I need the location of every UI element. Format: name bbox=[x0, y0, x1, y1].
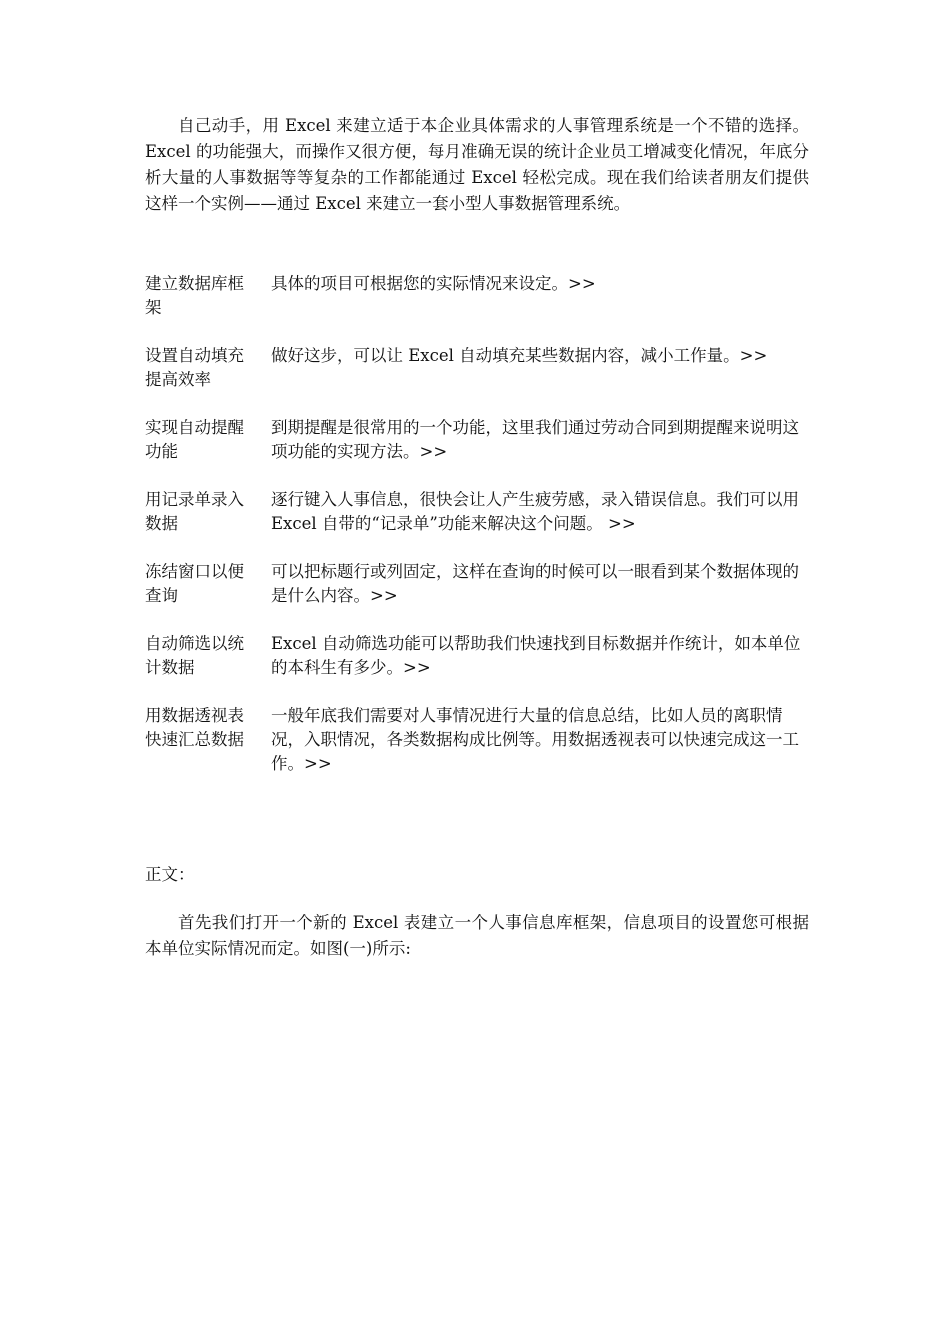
topic-summary: Excel 自动筛选功能可以帮助我们快速找到目标数据并作统计，如本单位的本科生有多少。 bbox=[271, 634, 801, 677]
topic-description bbox=[271, 344, 809, 392]
more-link[interactable]: >> bbox=[304, 754, 332, 773]
topic-summary: 逐行键入人事信息，很快会让人产生疲劳感，录入错误信息。我们可以用 Excel 自带的“记录单”功能来解决这个问题。 bbox=[271, 490, 799, 533]
topic-summary: 具体的项目可根据您的实际情况来设定。 bbox=[271, 274, 568, 293]
topic-description bbox=[271, 272, 809, 320]
body-paragraph: 首先我们打开一个新的 Excel 表建立一个人事信息库框架，信息项目的设置您可根据本单位实际情况而定。如图(一)所示: bbox=[145, 913, 809, 958]
topic-title: 用记录单录入数据 bbox=[145, 490, 244, 533]
more-link[interactable]: >> bbox=[602, 514, 636, 533]
topic-summary: 可以把标题行或列固定，这样在查询的时候可以一眼看到某个数据体现的是什么内容。 bbox=[271, 562, 799, 605]
topic-description bbox=[271, 416, 809, 464]
more-link[interactable]: >> bbox=[370, 586, 398, 605]
topic-title: 冻结窗口以便查询 bbox=[145, 562, 244, 605]
topic-row bbox=[145, 344, 809, 392]
topic-title: 设置自动填充提高效率 bbox=[145, 346, 244, 389]
topic-description bbox=[271, 704, 809, 776]
topic-summary: 做好这步，可以让 Excel 自动填充某些数据内容，减小工作量。 bbox=[271, 346, 740, 365]
topic-description bbox=[271, 488, 809, 536]
topic-row bbox=[145, 632, 809, 680]
more-link[interactable]: >> bbox=[403, 658, 431, 677]
topic-summary: 到期提醒是很常用的一个功能，这里我们通过劳动合同到期提醒来说明这项功能的实现方法。 bbox=[271, 418, 799, 461]
topic-title: 自动筛选以统计数据 bbox=[145, 634, 244, 677]
topic-row bbox=[145, 560, 809, 608]
section-label: 正文： bbox=[145, 865, 195, 884]
topic-title: 建立数据库框架 bbox=[145, 274, 244, 317]
topic-row bbox=[145, 488, 809, 536]
topic-description bbox=[271, 632, 809, 680]
topic-title: 实现自动提醒功能 bbox=[145, 418, 244, 461]
topic-summary: 一般年底我们需要对人事情况进行大量的信息总结，比如人员的离职情况，入职情况，各类数据构成比例等。用数据透视表可以快速完成这一工作。 bbox=[271, 706, 799, 773]
topic-row bbox=[145, 272, 809, 320]
intro-paragraph: 自己动手，用 Excel 来建立适于本企业具体需求的人事管理系统是一个不错的选择。Excel 的功能强大，而操作又很方便，每月准确无误的统计企业员工增减变化情况，年底分析大量的人事数据等等复杂的工作都能通过 Excel 轻松完成。现在我们给读者朋友们提供这样一个实例——通过 Excel 来建立一套小型人事数据管理系统。 bbox=[145, 116, 809, 213]
topic-row bbox=[145, 416, 809, 464]
topic-description bbox=[271, 560, 809, 608]
topic-list bbox=[145, 272, 809, 800]
more-link[interactable]: >> bbox=[739, 346, 768, 365]
more-link[interactable]: >> bbox=[568, 274, 596, 293]
topic-row bbox=[145, 704, 809, 776]
topic-title: 用数据透视表快速汇总数据 bbox=[145, 706, 244, 749]
more-link[interactable]: >> bbox=[419, 442, 448, 461]
